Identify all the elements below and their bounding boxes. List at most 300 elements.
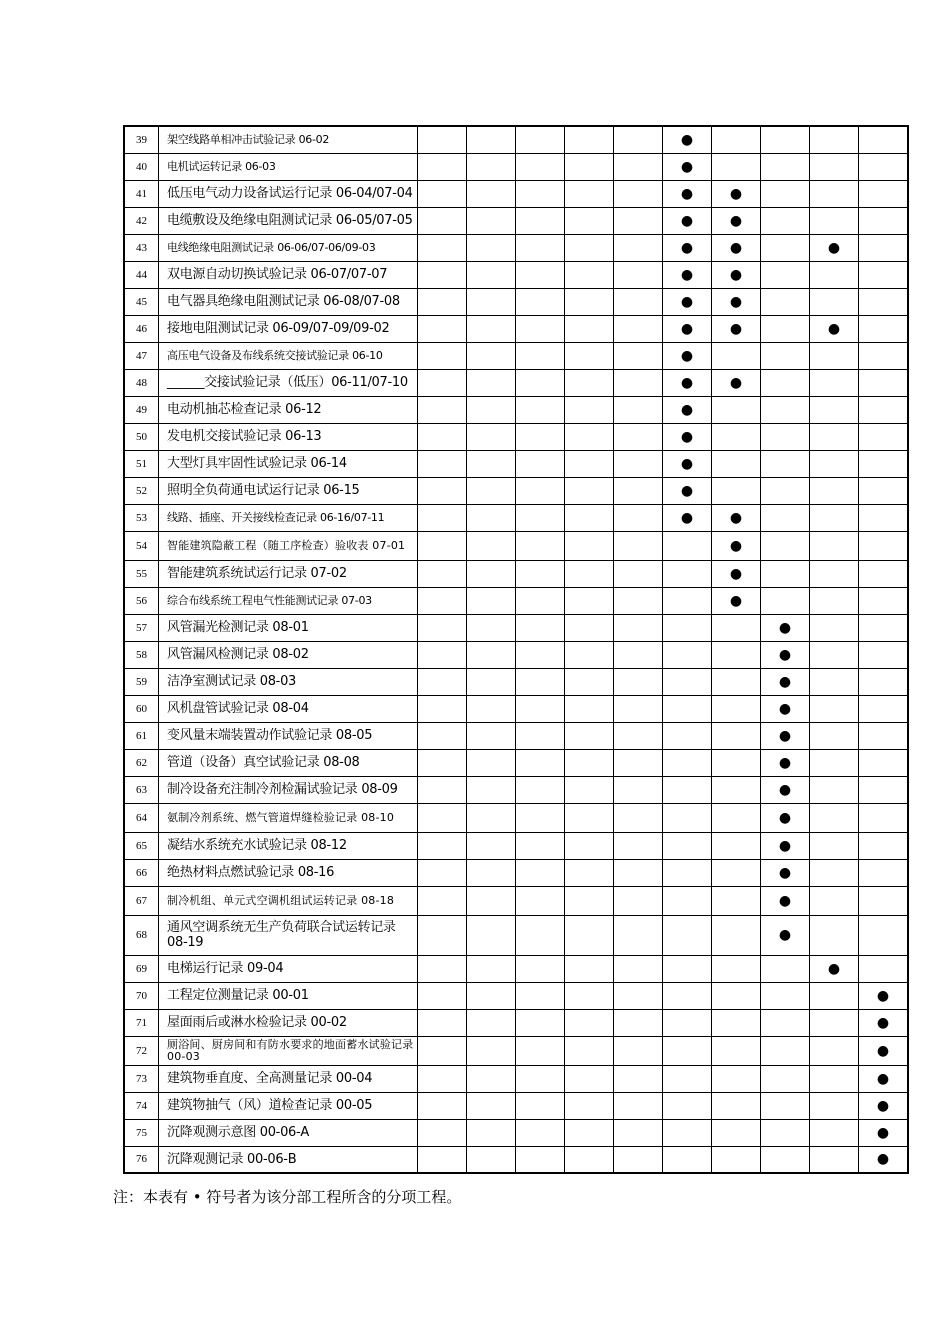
mark-cell <box>565 886 614 915</box>
mark-cell <box>859 1065 909 1092</box>
mark-cell <box>614 477 663 504</box>
mark-cell <box>614 560 663 587</box>
table-row <box>124 288 908 315</box>
table-row <box>124 749 908 776</box>
mark-cell <box>663 126 712 153</box>
mark-cell <box>663 1119 712 1146</box>
bullet-mark: ● <box>778 864 792 881</box>
record-name: 发电机交接试验记录 06-13 <box>159 423 418 450</box>
table-row <box>124 955 908 982</box>
mark-cell <box>467 955 516 982</box>
bullet-mark: ● <box>778 646 792 663</box>
mark-cell <box>810 207 859 234</box>
record-name: 管道（设备）真空试验记录 08-08 <box>159 749 418 776</box>
record-name: 变风量末端装置动作试验记录 08-05 <box>159 722 418 749</box>
row-number: 70 <box>124 982 159 1009</box>
mark-cell <box>810 531 859 560</box>
mark-cell <box>467 1146 516 1173</box>
mark-cell <box>859 695 909 722</box>
mark-cell <box>663 749 712 776</box>
mark-cell <box>418 1036 467 1065</box>
mark-cell <box>810 614 859 641</box>
mark-cell <box>663 450 712 477</box>
mark-cell <box>761 1119 810 1146</box>
mark-cell <box>565 369 614 396</box>
table-row <box>124 477 908 504</box>
mark-cell <box>614 450 663 477</box>
mark-cell <box>516 1009 565 1036</box>
mark-cell <box>859 504 909 531</box>
mark-cell <box>663 342 712 369</box>
mark-cell <box>761 180 810 207</box>
mark-cell <box>761 776 810 803</box>
mark-cell <box>663 315 712 342</box>
record-name: 电梯运行记录 09-04 <box>159 955 418 982</box>
mark-cell <box>859 477 909 504</box>
mark-cell <box>810 749 859 776</box>
mark-cell <box>761 396 810 423</box>
bullet-mark: ● <box>729 537 743 554</box>
record-name: 沉降观测记录 00-06-B <box>159 1146 418 1173</box>
row-number: 57 <box>124 614 159 641</box>
mark-cell <box>516 1036 565 1065</box>
table-row <box>124 668 908 695</box>
mark-cell <box>467 722 516 749</box>
mark-cell <box>712 1146 761 1173</box>
mark-cell <box>565 423 614 450</box>
row-number: 53 <box>124 504 159 531</box>
mark-cell <box>663 695 712 722</box>
mark-cell <box>614 776 663 803</box>
table-row <box>124 261 908 288</box>
mark-cell <box>761 1092 810 1119</box>
table-row <box>124 1036 908 1065</box>
mark-cell <box>810 288 859 315</box>
bullet-mark: ● <box>729 509 743 526</box>
mark-cell <box>859 1092 909 1119</box>
mark-cell <box>614 180 663 207</box>
mark-cell <box>761 1036 810 1065</box>
mark-cell <box>565 641 614 668</box>
mark-cell <box>614 153 663 180</box>
row-number: 43 <box>124 234 159 261</box>
mark-cell <box>467 369 516 396</box>
bullet-mark: ● <box>680 401 694 418</box>
mark-cell <box>565 531 614 560</box>
mark-cell <box>467 396 516 423</box>
row-number: 54 <box>124 531 159 560</box>
record-name: 通风空调系统无生产负荷联合试运转记录 08-19 <box>159 915 418 955</box>
mark-cell <box>418 614 467 641</box>
mark-cell <box>761 504 810 531</box>
mark-cell <box>712 886 761 915</box>
mark-cell <box>516 982 565 1009</box>
mark-cell <box>859 668 909 695</box>
mark-cell <box>418 859 467 886</box>
row-number: 69 <box>124 955 159 982</box>
mark-cell <box>810 955 859 982</box>
row-number: 45 <box>124 288 159 315</box>
mark-cell <box>712 641 761 668</box>
mark-cell <box>418 1146 467 1173</box>
table-row <box>124 1065 908 1092</box>
mark-cell <box>712 560 761 587</box>
mark-cell <box>614 955 663 982</box>
mark-cell <box>761 915 810 955</box>
mark-cell <box>810 261 859 288</box>
table-row <box>124 803 908 832</box>
mark-cell <box>614 915 663 955</box>
mark-cell <box>859 1036 909 1065</box>
bullet-mark: ● <box>680 131 694 148</box>
mark-cell <box>810 1092 859 1119</box>
mark-cell <box>418 234 467 261</box>
row-number: 64 <box>124 803 159 832</box>
row-number: 60 <box>124 695 159 722</box>
table-row <box>124 315 908 342</box>
table-row <box>124 859 908 886</box>
record-name: 照明全负荷通电试运行记录 06-15 <box>159 477 418 504</box>
mark-cell <box>712 288 761 315</box>
mark-cell <box>810 695 859 722</box>
mark-cell <box>810 776 859 803</box>
bullet-mark: ● <box>778 927 792 943</box>
mark-cell <box>712 749 761 776</box>
mark-cell <box>418 396 467 423</box>
mark-cell <box>516 1092 565 1119</box>
record-name: 智能建筑隐蔽工程（随工序检查）验收表 07-01 <box>159 531 418 560</box>
table-row <box>124 234 908 261</box>
mark-cell <box>712 722 761 749</box>
record-name: 建筑物抽气（风）道检查记录 00-05 <box>159 1092 418 1119</box>
mark-cell <box>663 261 712 288</box>
mark-cell <box>614 504 663 531</box>
mark-cell <box>761 369 810 396</box>
mark-cell <box>810 587 859 614</box>
mark-cell <box>810 722 859 749</box>
mark-cell <box>761 955 810 982</box>
mark-cell <box>467 207 516 234</box>
record-name: 综合布线系统工程电气性能测试记录 07-03 <box>159 587 418 614</box>
mark-cell <box>859 153 909 180</box>
mark-cell <box>712 695 761 722</box>
mark-cell <box>516 722 565 749</box>
mark-cell <box>614 982 663 1009</box>
record-name: 厕浴间、厨房间和有防水要求的地面蓄水试验记录 00-03 <box>159 1036 418 1065</box>
table-row <box>124 450 908 477</box>
mark-cell <box>467 153 516 180</box>
record-name: 电气器具绝缘电阻测试记录 06-08/07-08 <box>159 288 418 315</box>
row-number: 68 <box>124 915 159 955</box>
mark-cell <box>516 668 565 695</box>
bullet-mark: ● <box>680 212 694 229</box>
record-name: 线路、插座、开关接线检查记录 06-16/07-11 <box>159 504 418 531</box>
mark-cell <box>810 560 859 587</box>
mark-cell <box>859 915 909 955</box>
mark-cell <box>810 342 859 369</box>
mark-cell <box>712 955 761 982</box>
mark-cell <box>467 126 516 153</box>
mark-cell <box>859 450 909 477</box>
bullet-mark: ● <box>778 673 792 690</box>
footnote: 注：本表有 • 符号者为该分部工程所含的分项工程。 <box>113 1188 462 1206</box>
mark-cell <box>712 668 761 695</box>
table-row <box>124 832 908 859</box>
mark-cell <box>663 207 712 234</box>
mark-cell <box>810 315 859 342</box>
mark-cell <box>418 955 467 982</box>
mark-cell <box>712 982 761 1009</box>
mark-cell <box>516 207 565 234</box>
mark-cell <box>761 477 810 504</box>
row-number: 67 <box>124 886 159 915</box>
bullet-mark: ● <box>729 320 743 337</box>
mark-cell <box>859 832 909 859</box>
row-number: 50 <box>124 423 159 450</box>
mark-cell <box>418 668 467 695</box>
mark-cell <box>810 803 859 832</box>
mark-cell <box>467 886 516 915</box>
mark-cell <box>614 722 663 749</box>
mark-cell <box>516 180 565 207</box>
mark-cell <box>467 342 516 369</box>
mark-cell <box>565 1146 614 1173</box>
mark-cell <box>516 859 565 886</box>
record-name: 绝热材料点燃试验记录 08-16 <box>159 859 418 886</box>
record-name: 架空线路单相冲击试验记录 06-02 <box>159 126 418 153</box>
mark-cell <box>761 695 810 722</box>
mark-cell <box>614 1009 663 1036</box>
mark-cell <box>516 560 565 587</box>
row-number: 73 <box>124 1065 159 1092</box>
mark-cell <box>467 614 516 641</box>
table-row <box>124 641 908 668</box>
mark-cell <box>467 261 516 288</box>
mark-cell <box>418 1119 467 1146</box>
mark-cell <box>565 749 614 776</box>
mark-cell <box>467 1009 516 1036</box>
mark-cell <box>614 1065 663 1092</box>
mark-cell <box>565 1119 614 1146</box>
mark-cell <box>859 288 909 315</box>
mark-cell <box>712 587 761 614</box>
mark-cell <box>614 614 663 641</box>
bullet-mark: ● <box>729 266 743 283</box>
mark-cell <box>859 641 909 668</box>
mark-cell <box>565 153 614 180</box>
row-number: 75 <box>124 1119 159 1146</box>
row-number: 55 <box>124 560 159 587</box>
mark-cell <box>565 315 614 342</box>
table-row <box>124 1092 908 1119</box>
bullet-mark: ● <box>778 619 792 636</box>
mark-cell <box>516 504 565 531</box>
mark-cell <box>516 803 565 832</box>
bullet-mark: ● <box>876 1151 890 1168</box>
bullet-mark: ● <box>680 428 694 445</box>
record-name: 低压电气动力设备试运行记录 06-04/07-04 <box>159 180 418 207</box>
table-row <box>124 423 908 450</box>
mark-cell <box>467 587 516 614</box>
bullet-mark: ● <box>729 185 743 202</box>
mark-cell <box>614 531 663 560</box>
mark-cell <box>859 126 909 153</box>
mark-cell <box>859 749 909 776</box>
mark-cell <box>467 695 516 722</box>
row-number: 72 <box>124 1036 159 1065</box>
mark-cell <box>761 560 810 587</box>
mark-cell <box>663 955 712 982</box>
mark-cell <box>565 288 614 315</box>
mark-cell <box>663 504 712 531</box>
bullet-mark: ● <box>778 892 792 909</box>
bullet-mark: ● <box>680 320 694 337</box>
mark-cell <box>810 126 859 153</box>
mark-cell <box>565 207 614 234</box>
mark-cell <box>614 369 663 396</box>
row-number: 51 <box>124 450 159 477</box>
mark-cell <box>516 915 565 955</box>
mark-cell <box>712 369 761 396</box>
mark-cell <box>761 1065 810 1092</box>
mark-cell <box>859 886 909 915</box>
mark-cell <box>516 1119 565 1146</box>
record-name: 氨制冷剂系统、燃气管道焊缝检验记录 08-10 <box>159 803 418 832</box>
mark-cell <box>810 369 859 396</box>
mark-cell <box>712 153 761 180</box>
mark-cell <box>663 560 712 587</box>
mark-cell <box>516 776 565 803</box>
row-number: 71 <box>124 1009 159 1036</box>
mark-cell <box>418 886 467 915</box>
mark-cell <box>859 859 909 886</box>
mark-cell <box>565 668 614 695</box>
mark-cell <box>712 1119 761 1146</box>
bullet-mark: ● <box>876 1097 890 1114</box>
mark-cell <box>565 396 614 423</box>
mark-cell <box>516 423 565 450</box>
row-number: 63 <box>124 776 159 803</box>
mark-cell <box>761 803 810 832</box>
mark-cell <box>663 153 712 180</box>
bullet-mark: ● <box>876 987 890 1004</box>
mark-cell <box>418 560 467 587</box>
row-number: 48 <box>124 369 159 396</box>
mark-cell <box>614 695 663 722</box>
mark-cell <box>565 180 614 207</box>
mark-cell <box>810 859 859 886</box>
mark-cell <box>761 342 810 369</box>
mark-cell <box>712 315 761 342</box>
bullet-mark: ● <box>827 960 841 977</box>
bullet-mark: ● <box>778 754 792 771</box>
record-name: 电线绝缘电阻测试记录 06-06/07-06/09-03 <box>159 234 418 261</box>
bullet-mark: ● <box>729 293 743 310</box>
mark-cell <box>614 886 663 915</box>
mark-cell <box>761 126 810 153</box>
mark-cell <box>565 915 614 955</box>
mark-cell <box>761 153 810 180</box>
mark-cell <box>418 749 467 776</box>
mark-cell <box>614 832 663 859</box>
mark-cell <box>810 1146 859 1173</box>
mark-cell <box>663 982 712 1009</box>
mark-cell <box>467 749 516 776</box>
mark-cell <box>663 477 712 504</box>
mark-cell <box>565 695 614 722</box>
bullet-mark: ● <box>778 837 792 854</box>
mark-cell <box>565 560 614 587</box>
mark-cell <box>663 1036 712 1065</box>
table-row <box>124 886 908 915</box>
mark-cell <box>810 1009 859 1036</box>
mark-cell <box>810 234 859 261</box>
mark-cell <box>663 886 712 915</box>
mark-cell <box>467 1092 516 1119</box>
table-row <box>124 722 908 749</box>
row-number: 39 <box>124 126 159 153</box>
mark-cell <box>859 1119 909 1146</box>
row-number: 62 <box>124 749 159 776</box>
record-name: 智能建筑系统试运行记录 07-02 <box>159 560 418 587</box>
bullet-mark: ● <box>680 158 694 175</box>
row-number: 61 <box>124 722 159 749</box>
mark-cell <box>761 749 810 776</box>
mark-cell <box>467 477 516 504</box>
row-number: 65 <box>124 832 159 859</box>
mark-cell <box>565 955 614 982</box>
mark-cell <box>663 531 712 560</box>
mark-cell <box>565 832 614 859</box>
bullet-mark: ● <box>827 320 841 337</box>
mark-cell <box>467 641 516 668</box>
record-name: 制冷机组、单元式空调机组试运转记录 08-18 <box>159 886 418 915</box>
record-name: 大型灯具牢固性试验记录 06-14 <box>159 450 418 477</box>
mark-cell <box>516 477 565 504</box>
table-row <box>124 504 908 531</box>
mark-cell <box>565 614 614 641</box>
table-row <box>124 396 908 423</box>
row-number: 59 <box>124 668 159 695</box>
table-row <box>124 207 908 234</box>
mark-cell <box>467 915 516 955</box>
mark-cell <box>712 776 761 803</box>
mark-cell <box>516 749 565 776</box>
row-number: 41 <box>124 180 159 207</box>
mark-cell <box>663 641 712 668</box>
mark-cell <box>418 722 467 749</box>
mark-cell <box>516 1065 565 1092</box>
mark-cell <box>516 886 565 915</box>
mark-cell <box>712 180 761 207</box>
mark-cell <box>663 776 712 803</box>
record-name: 高压电气设备及布线系统交接试验记录 06-10 <box>159 342 418 369</box>
mark-cell <box>663 423 712 450</box>
mark-cell <box>810 396 859 423</box>
mark-cell <box>761 641 810 668</box>
mark-cell <box>418 776 467 803</box>
mark-cell <box>516 1146 565 1173</box>
mark-cell <box>761 531 810 560</box>
record-name: 建筑物垂直度、全高测量记录 00-04 <box>159 1065 418 1092</box>
mark-cell <box>565 803 614 832</box>
mark-cell <box>516 587 565 614</box>
bullet-mark: ● <box>729 239 743 256</box>
mark-cell <box>712 531 761 560</box>
mark-cell <box>810 180 859 207</box>
mark-cell <box>614 668 663 695</box>
mark-cell <box>418 261 467 288</box>
